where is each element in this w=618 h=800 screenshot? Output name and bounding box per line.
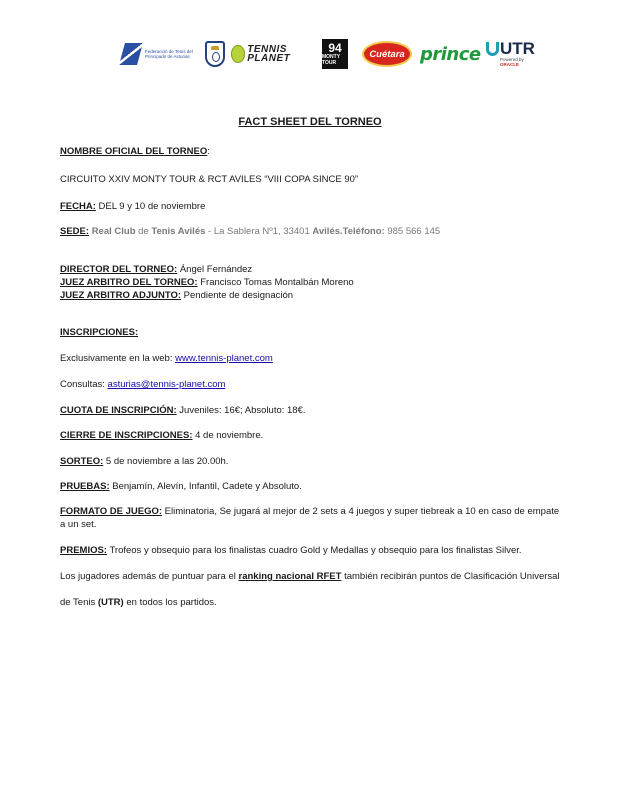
formato-line	[60, 505, 560, 531]
utr-abbrev: (UTR)	[97, 597, 124, 608]
formato-value: Eliminatoria, Se jugará al mejor de 2 sets a 4 juegos y super tiebreak a 10 en caso de empate a un set.	[60, 506, 560, 530]
prince-logo	[420, 36, 481, 72]
juez-line	[60, 277, 354, 288]
pruebas-value: Benjamín, Alevín, Infantil, Cadete y Absoluto.	[109, 481, 302, 492]
sede-label: SEDE:	[60, 226, 90, 237]
monty-sub: MONTY TOUR	[322, 53, 340, 66]
official-name-label: NOMBRE OFICIAL DEL TORNEO	[60, 146, 208, 157]
web-line: Exclusivamente en la web: www.tennis-planet.com	[60, 353, 273, 364]
tennis-planet-text: TENNIS PLANET	[247, 44, 291, 64]
sede-value: Real Club de Tenis Avilés - La Sablera Nº1, 33401 Avilés.Teléfono: 985 566 145	[91, 226, 441, 237]
monty-tour-logo	[321, 36, 349, 72]
sede-line	[60, 226, 440, 237]
director-value: Ángel Fernández	[177, 264, 253, 275]
federation-mark-icon	[120, 41, 142, 67]
club-shield-logo	[203, 36, 227, 72]
consultas-line: Consultas: asturias@tennis-planet.com	[60, 379, 226, 390]
website-link[interactable]: www.tennis-planet.com	[175, 353, 273, 364]
cuota-line	[60, 405, 306, 416]
utr-text: UTR	[500, 39, 535, 58]
ranking-line: Los jugadores además de puntuar para el ranking nacional RFET también recibirán puntos de Clasificación Universal	[60, 571, 560, 582]
utr-line: de Tenis (UTR) en todos los partidos.	[60, 597, 217, 608]
sorteo-line	[60, 456, 228, 467]
juez-value: Francisco Tomas Montalbán Moreno	[197, 277, 354, 288]
page-title: FACT SHEET DEL TORNEO	[238, 116, 382, 128]
sorteo-value: 5 de noviembre a las 20.00h.	[103, 456, 229, 467]
utr-u-icon	[486, 42, 499, 56]
email-link[interactable]: asturias@tennis-planet.com	[107, 379, 226, 390]
fecha-value: DEL 9 y 10 de noviembre	[95, 201, 206, 212]
director-label: DIRECTOR DEL TORNEO:	[60, 264, 178, 275]
official-name-label-line: NOMBRE OFICIAL DEL TORNEO:	[60, 146, 210, 157]
pruebas-label: PRUEBAS:	[60, 481, 110, 492]
tennis-planet-logo	[231, 36, 313, 72]
monty-number: 94	[328, 40, 342, 55]
shield-icon	[205, 41, 225, 67]
sponsor-logos	[0, 36, 618, 72]
cuetara-logo	[361, 36, 413, 72]
prince-text: prince	[420, 43, 481, 65]
director-line	[60, 264, 252, 275]
premios-value: Trofeos y obsequio para los finalistas cuadro Gold y Medallas y obsequio para los finalistas Silver.	[106, 545, 522, 556]
pruebas-line	[60, 481, 302, 492]
cuota-value: Juveniles: 16€; Absoluto: 18€.	[176, 405, 306, 416]
federation-logo-text: Federación de Tenis del Principado de Asturias	[145, 49, 193, 59]
premios-line	[60, 545, 522, 556]
cuetara-text: Cuétara	[362, 41, 412, 67]
cuota-label: CUOTA DE INSCRIPCIÓN:	[60, 405, 177, 416]
juez-adjunto-value: Pendiente de designación	[181, 290, 294, 301]
fecha-line	[60, 201, 205, 212]
cierre-label: CIERRE DE INSCRIPCIONES:	[60, 430, 193, 441]
juez-label: JUEZ ARBITRO DEL TORNEO:	[60, 277, 198, 288]
cierre-line	[60, 430, 263, 441]
inscripciones-line	[60, 327, 138, 338]
federation-logo	[120, 36, 200, 72]
formato-label: FORMATO DE JUEGO:	[60, 506, 163, 517]
sorteo-label: SORTEO:	[60, 456, 104, 467]
official-name-value: CIRCUITO XXIV MONTY TOUR & RCT AVILES “VIII COPA SINCE 90”	[60, 174, 359, 185]
utr-powered-by: Powered by ORACLE	[500, 57, 524, 67]
tennis-ball-icon	[231, 45, 245, 63]
juez-adjunto-line	[60, 290, 293, 301]
fecha-label: FECHA:	[60, 201, 96, 212]
cierre-value: 4 de noviembre.	[192, 430, 264, 441]
juez-adjunto-label: JUEZ ARBITRO ADJUNTO:	[60, 290, 182, 301]
utr-logo	[486, 36, 544, 72]
premios-label: PREMIOS:	[60, 545, 107, 556]
inscripciones-label: INSCRIPCIONES:	[60, 327, 139, 338]
ranking-rfet: ranking nacional RFET	[238, 571, 342, 582]
